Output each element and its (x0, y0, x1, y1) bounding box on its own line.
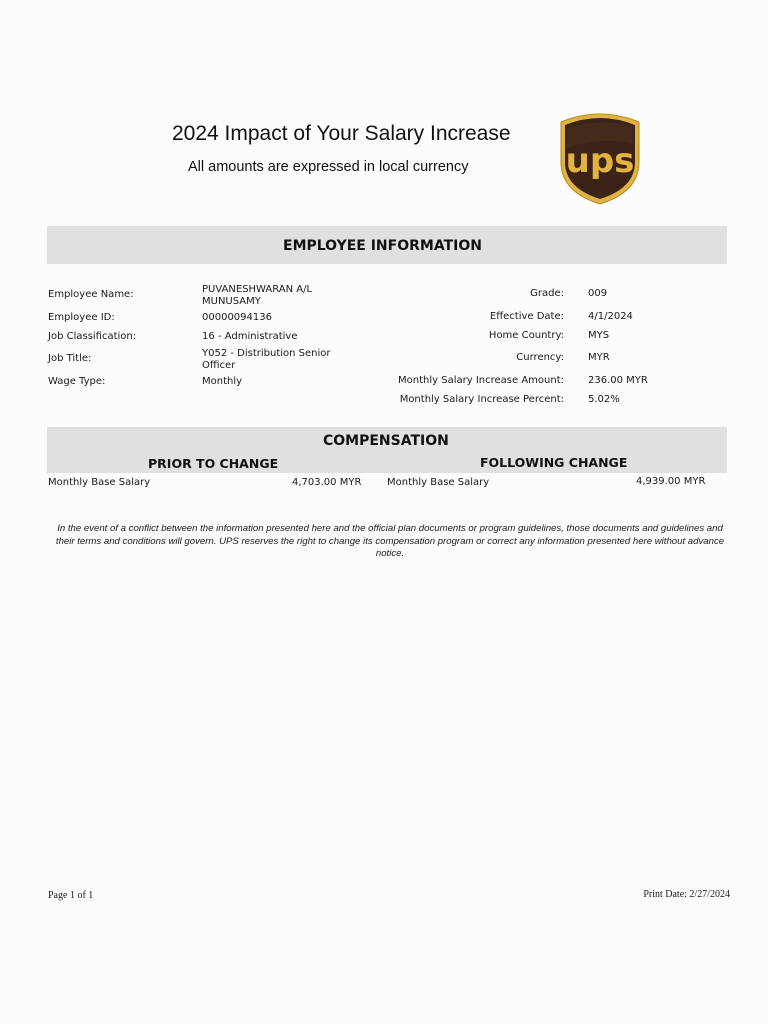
employee-name-value: PUVANESHWARAN A/L MUNUSAMY (202, 284, 313, 307)
prior-to-change-heading: PRIOR TO CHANGE (148, 456, 279, 471)
document-title: 2024 Impact of Your Salary Increase (172, 122, 511, 145)
employee-info-heading: EMPLOYEE INFORMATION (283, 238, 482, 254)
document-subtitle: All amounts are expressed in local currency (188, 159, 469, 175)
employee-name-label: Employee Name: (48, 289, 134, 300)
following-salary-value: 4,939.00 MYR (636, 476, 706, 487)
following-change-heading: FOLLOWING CHANGE (480, 455, 628, 470)
increase-amount-value: 236.00 MYR (588, 375, 648, 386)
job-classification-value: 16 - Administrative (202, 331, 298, 342)
following-salary-label: Monthly Base Salary (387, 477, 490, 488)
wage-type-label: Wage Type: (48, 376, 106, 387)
employee-id-value: 00000094136 (202, 312, 272, 323)
disclaimer-text: In the event of a conflict between the information presented here and the official plan documents or program guidelines, those documents and guidelines and their terms and conditions will govern. UPS reserves the right to change its compensation program or correct any information presented here without advance notice. (55, 523, 725, 559)
grade-value: 009 (588, 288, 608, 299)
currency-value: MYR (588, 352, 610, 363)
wage-type-value: Monthly (202, 376, 243, 387)
ups-logo (553, 110, 647, 206)
home-country-value: MYS (588, 330, 610, 341)
effective-date-label: Effective Date: (489, 311, 564, 322)
increase-percent-value: 5.02% (588, 394, 620, 405)
prior-salary-label: Monthly Base Salary (48, 477, 151, 488)
page-number: Page 1 of 1 (48, 890, 94, 901)
job-title-value: Y052 - Distribution Senior Officer (202, 348, 331, 371)
increase-amount-label: Monthly Salary Increase Amount: (398, 375, 564, 386)
effective-date-value: 4/1/2024 (588, 311, 633, 322)
ups-logo-text: ups (565, 141, 635, 181)
grade-label: Grade: (530, 288, 564, 299)
employee-id-label: Employee ID: (48, 312, 115, 323)
increase-percent-label: Monthly Salary Increase Percent: (399, 394, 564, 405)
compensation-heading: COMPENSATION (323, 433, 449, 449)
print-date: Print Date: 2/27/2024 (643, 889, 730, 900)
home-country-label: Home Country: (488, 330, 564, 341)
job-title-label: Job Title: (48, 353, 92, 364)
currency-label: Currency: (516, 352, 564, 363)
prior-salary-value: 4,703.00 MYR (292, 477, 362, 488)
job-classification-label: Job Classification: (48, 331, 137, 342)
